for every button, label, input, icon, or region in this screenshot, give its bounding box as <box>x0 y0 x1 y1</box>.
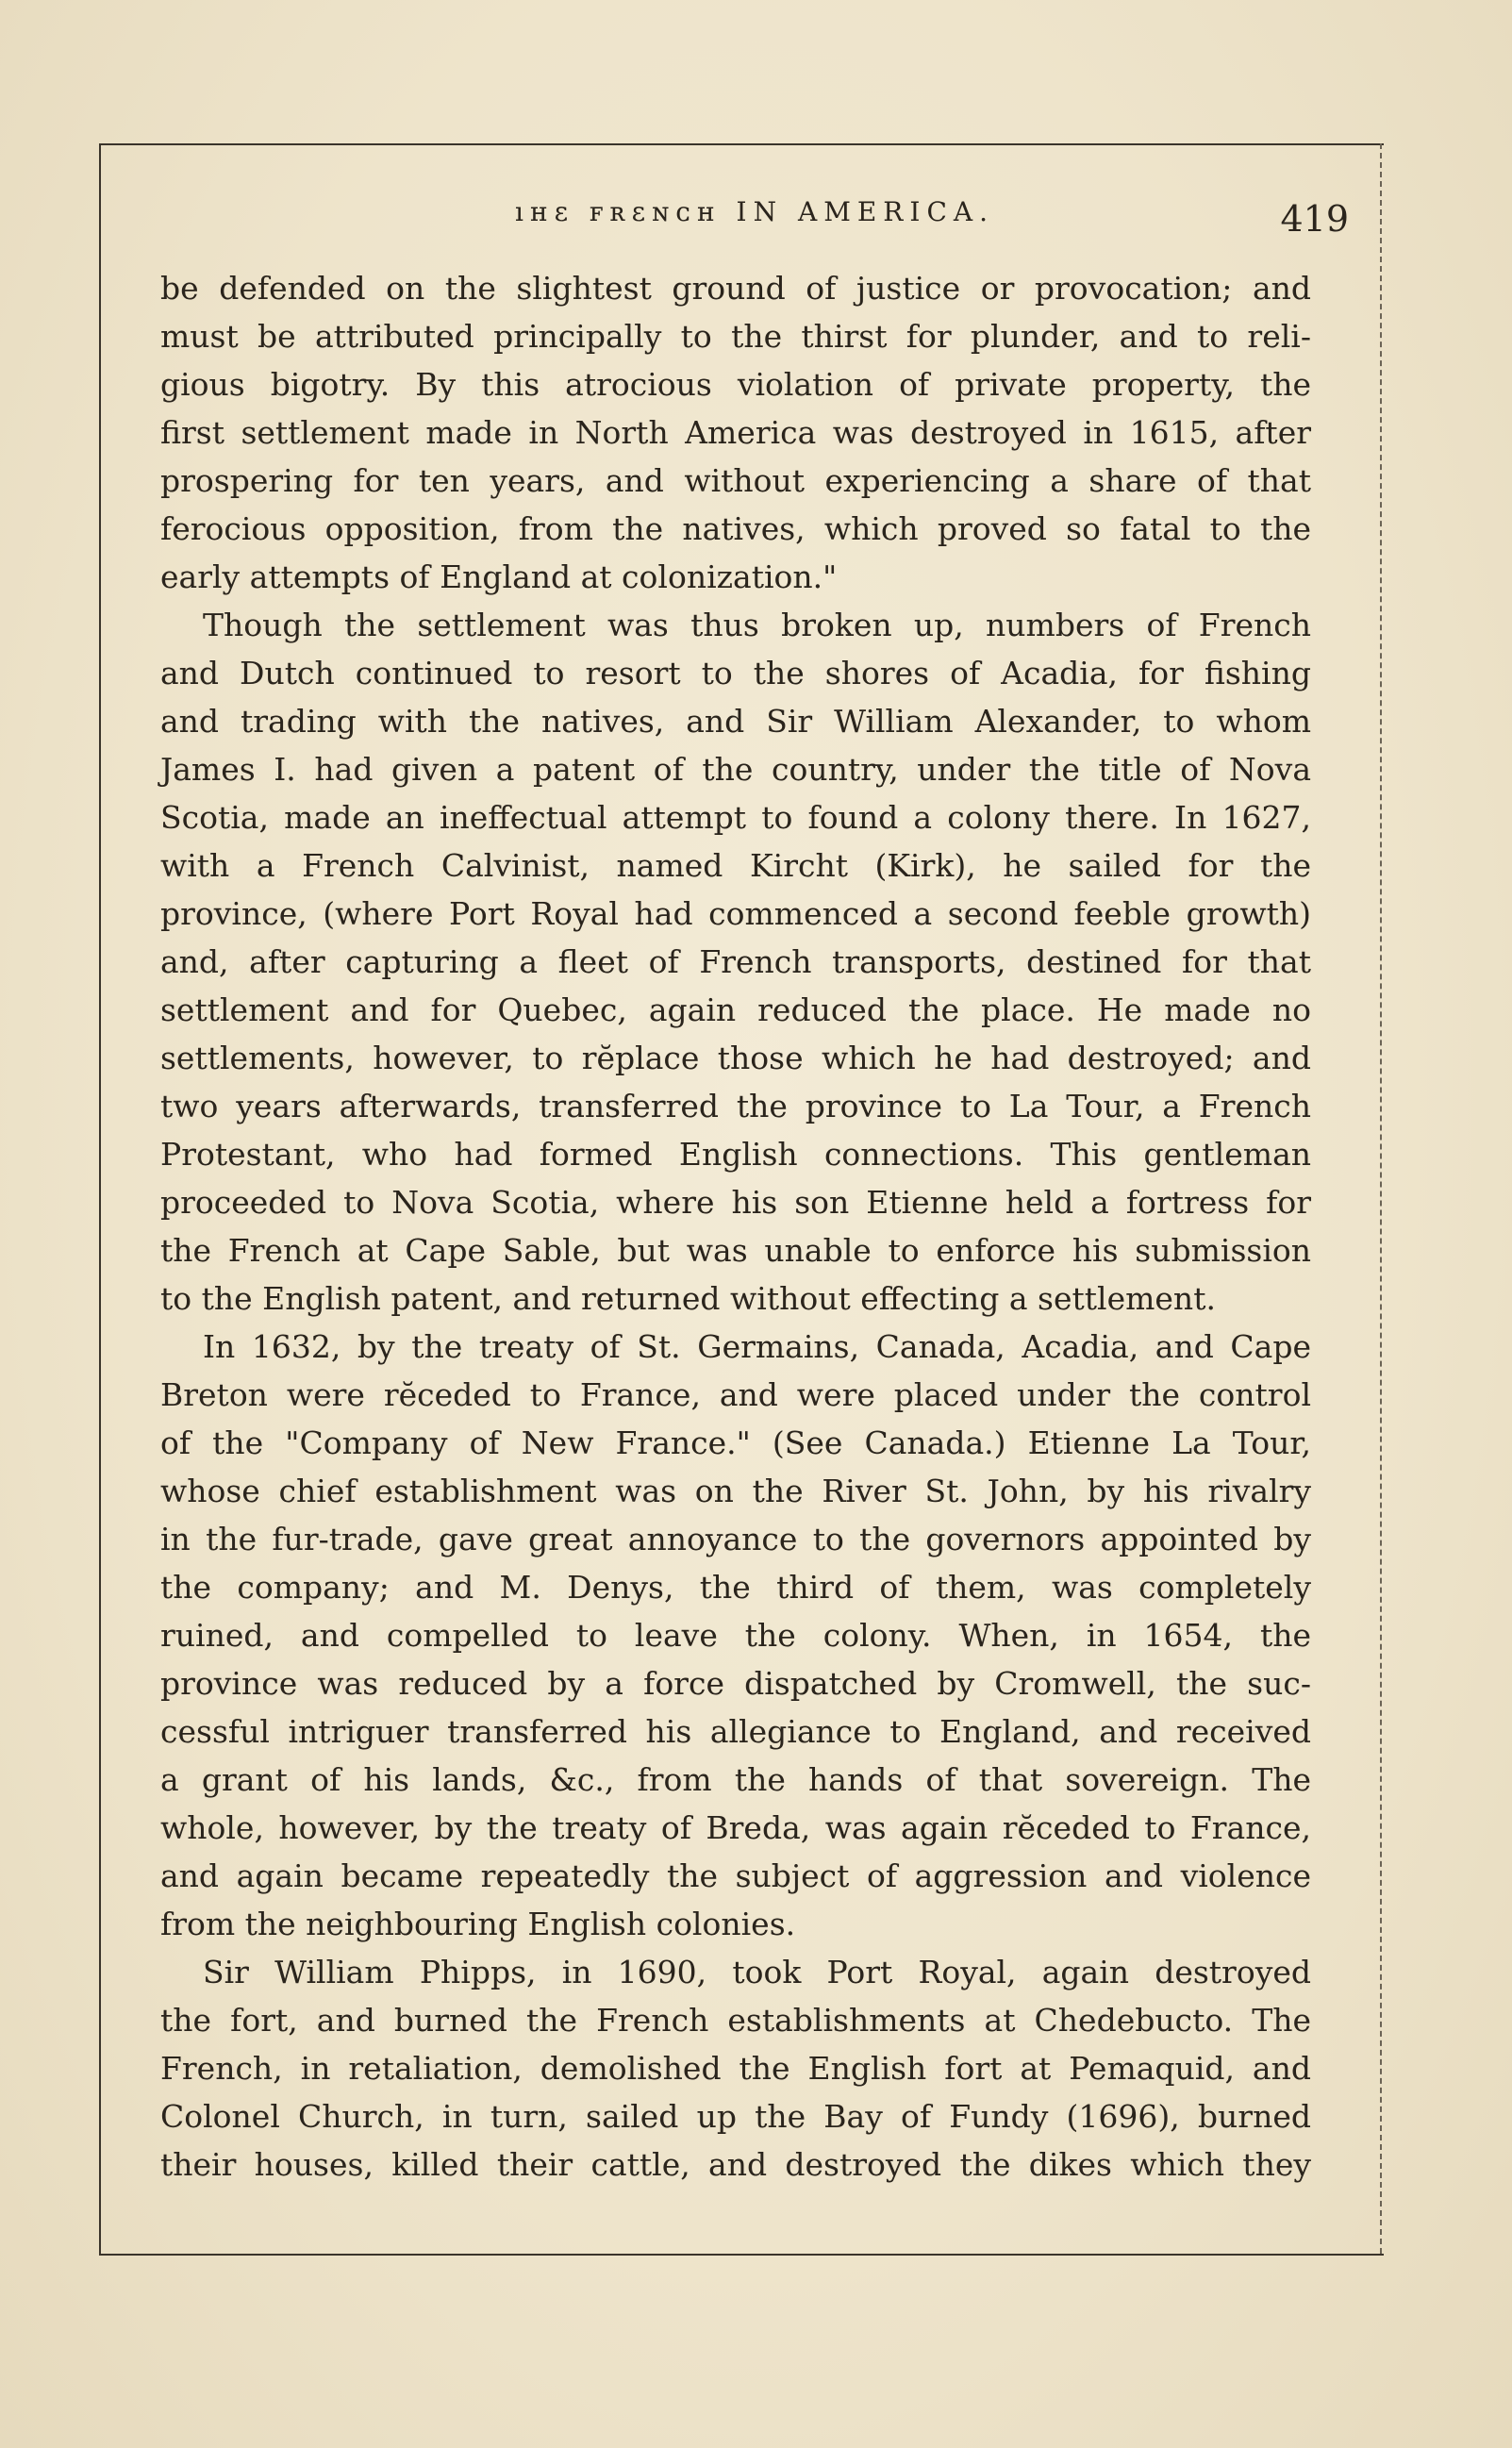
text-line: Protestant, who had formed English connections. This gentleman <box>160 1136 1311 1173</box>
text-line: province, (where Port Royal had commenced a second feeble growth) <box>160 895 1311 932</box>
text-line: gious bigotry. By this atrocious violation of private property, the <box>160 366 1311 403</box>
text-line: a grant of his lands, &c., from the hands of that sovereign. The <box>160 1761 1311 1798</box>
text-line: whose chief establishment was on the River St. John, by his rivalry <box>160 1473 1311 1509</box>
text-line: two years afterwards, transferred the province to La Tour, a French <box>160 1088 1311 1124</box>
text-line: and trading with the natives, and Sir William Alexander, to whom <box>160 703 1311 740</box>
text-line: their houses, killed their cattle, and destroyed the dikes which they <box>160 2146 1311 2183</box>
text-line: be defended on the slightest ground of justice or provocation; and <box>160 270 1311 307</box>
text-line: Sir William Phipps, in 1690, took Port Royal, again destroyed <box>203 1954 1311 1990</box>
text-line: first settlement made in North America was destroyed in 1615, after <box>160 414 1311 451</box>
text-line: to the English patent, and returned without effecting a settlement. <box>160 1280 1216 1317</box>
text-line: prospering for ten years, and without experiencing a share of that <box>160 462 1311 499</box>
text-line: ruined, and compelled to leave the colony. When, in 1654, the <box>160 1617 1311 1654</box>
text-line: In 1632, by the treaty of St. Germains, Canada, Acadia, and Cape <box>203 1328 1311 1365</box>
text-line: cessful intriguer transferred his allegiance to England, and received <box>160 1713 1311 1750</box>
text-line: of the "Company of New France." (See Canada.) Etienne La Tour, <box>160 1424 1311 1461</box>
text-line: Breton were rĕceded to France, and were placed under the control <box>160 1376 1311 1413</box>
text-line: the fort, and burned the French establishments at Chedebucto. The <box>160 2002 1311 2039</box>
text-line: early attempts of England at colonization." <box>160 558 838 595</box>
text-line: French, in retaliation, demolished the English fort at Pemaquid, and <box>160 2050 1311 2087</box>
text-line: the company; and M. Denys, the third of them, was completely <box>160 1569 1311 1606</box>
page-border-right <box>1380 143 1382 2254</box>
text-line: proceeded to Nova Scotia, where his son Etienne held a fortress for <box>160 1184 1311 1221</box>
text-line: whole, however, by the treaty of Breda, was again rĕceded to France, <box>160 1809 1311 1846</box>
text-line: from the neighbouring English colonies. <box>160 1906 796 1942</box>
text-line: Scotia, made an ineffectual attempt to found a colony there. In 1627, <box>160 799 1311 836</box>
text-line: Though the settlement was thus broken up, numbers of French <box>203 607 1311 643</box>
text-line: Colonel Church, in turn, sailed up the Bay of Fundy (1696), burned <box>160 2098 1311 2135</box>
text-line: James I. had given a patent of the country, under the title of Nova <box>160 751 1311 788</box>
text-line: and, after capturing a fleet of French transports, destined for that <box>160 943 1311 980</box>
body-text <box>160 264 1311 2189</box>
text-line: and Dutch continued to resort to the shores of Acadia, for fishing <box>160 655 1311 691</box>
text-line: in the fur-trade, gave great annoyance to the governors appointed by <box>160 1521 1311 1557</box>
text-line: settlements, however, to rĕplace those which he had destroyed; and <box>160 1040 1311 1076</box>
text-line: and again became repeatedly the subject of aggression and violence <box>160 1857 1311 1894</box>
running-head-title: ıнɛ ꜰʀɛɴᴄн IN AMERICA. <box>514 196 994 227</box>
page-number: 419 <box>1280 198 1349 240</box>
text-line: with a French Calvinist, named Kircht (Kirk), he sailed for the <box>160 847 1311 884</box>
text-line: the French at Cape Sable, but was unable to enforce his submission <box>160 1232 1311 1269</box>
text-line: province was reduced by a force dispatched by Cromwell, the suc- <box>160 1665 1311 1702</box>
text-line: must be attributed principally to the thirst for plunder, and to reli- <box>160 318 1311 355</box>
text-line: ferocious opposition, from the natives, which proved so fatal to the <box>160 510 1311 547</box>
running-head <box>160 187 1349 243</box>
text-line: settlement and for Quebec, again reduced the place. He made no <box>160 991 1311 1028</box>
